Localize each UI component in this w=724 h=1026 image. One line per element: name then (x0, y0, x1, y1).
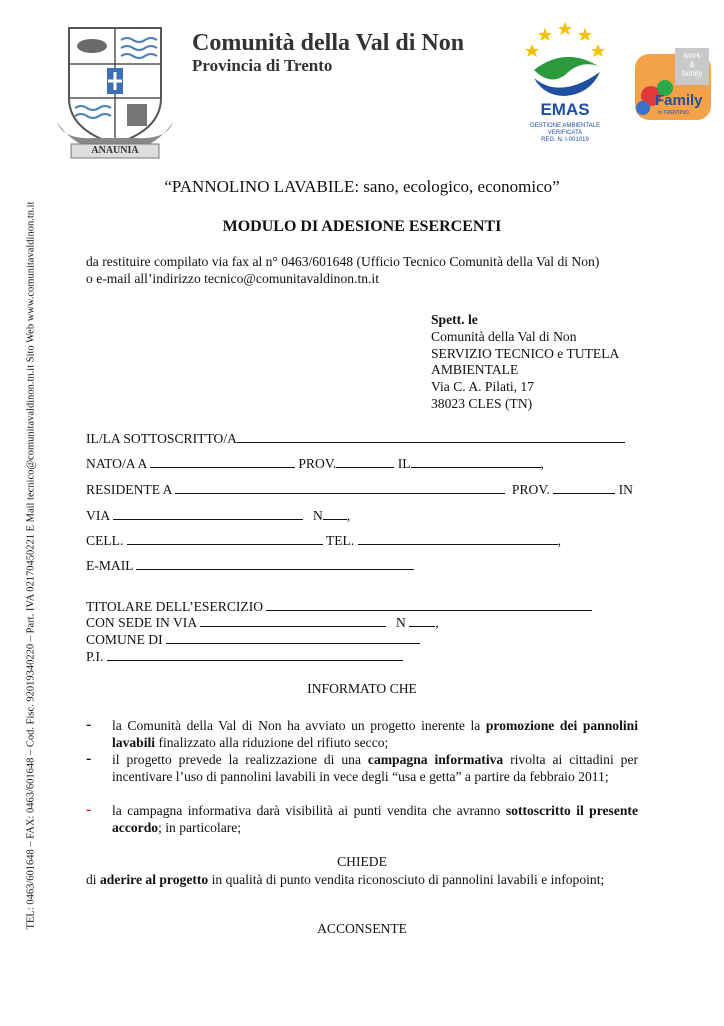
dash-icon: - (86, 801, 92, 818)
input-titolare[interactable] (266, 598, 592, 611)
workfamily-word-3: family (681, 69, 703, 78)
header-title: Comunità della Val di Non (192, 30, 465, 56)
emas-label: EMAS (540, 100, 590, 119)
input-prov2[interactable] (553, 481, 615, 494)
field-row-sottoscritto (86, 430, 625, 447)
label-comune: COMUNE DI (86, 632, 163, 647)
input-il[interactable] (411, 455, 541, 468)
recipient-line-2: SERVIZIO TECNICO e TUTELA (431, 346, 620, 361)
label-tel: TEL. (325, 533, 355, 548)
input-email[interactable] (136, 557, 414, 570)
intro-line-1: da restituire compilato via fax al n° 0463/601648 (Ufficio Tecnico Comunità della Val di Non) (86, 254, 600, 269)
field-row-email (86, 557, 414, 574)
family-logo (625, 48, 715, 128)
label-prov: PROV. (298, 456, 337, 471)
label-in: IN (618, 482, 634, 497)
chiede-heading: CHIEDE (337, 854, 387, 869)
label-il: IL (397, 456, 411, 471)
intro-line-2: o e-mail all’indirizzo tecnico@comunitavaldinon.tn.it (86, 271, 379, 286)
emas-sub-2: VERIFICATA (547, 130, 583, 136)
workfamily-word-1: work (683, 51, 701, 60)
label-prov2: PROV. (511, 482, 550, 497)
bullet-item-3: - la campagna informativa darà visibilità ai punti vendita che avranno sottoscritto il presente accordo; in particolare; (86, 801, 638, 835)
campaign-quote: “PANNOLINO LAVABILE: sano, ecologico, economico” (164, 177, 560, 196)
emas-logo (520, 20, 610, 155)
header-subtitle: Provincia di Trento (192, 56, 333, 75)
recipient-line-4: Via C. A. Pilati, 17 (431, 379, 535, 394)
dash-icon: - (86, 716, 92, 733)
form-title: MODULO DI ADESIONE ESERCENTI (222, 218, 502, 235)
field-row-via: VIA N , (86, 508, 351, 523)
crest-logo (55, 20, 175, 160)
bullet-item-1: - la Comunità della Val di Non ha avviato un progetto inerente la promozione dei pannolini lavabili finalizzato alla riduzione del rifiuto secco; (86, 716, 638, 750)
field-row-nato: NATO/A A PROV. IL , (86, 456, 544, 471)
label-n2: N (396, 615, 406, 630)
label-titolare: TITOLARE DELL’ESERCIZIO (86, 599, 264, 614)
label-pi: P.I. (86, 649, 104, 664)
emas-sub-3: REG. N. I-001019 (541, 137, 589, 143)
label-via: VIA (86, 508, 110, 523)
label-sottoscritto: IL/LA SOTTOSCRITTO/A (86, 431, 237, 446)
field-row-comune (86, 631, 420, 648)
dash-icon: - (86, 750, 92, 767)
family-sub: in TRENTINO (658, 110, 689, 116)
recipient-line-3: AMBIENTALE (431, 362, 519, 377)
field-row-pi (86, 648, 403, 665)
informato-heading: INFORMATO CHE (307, 681, 417, 696)
workfamily-word-2: & (689, 60, 695, 69)
input-prov[interactable] (336, 455, 394, 468)
recipient-line-1: Comunità della Val di Non (431, 329, 577, 344)
input-sede[interactable] (200, 614, 386, 627)
input-via[interactable] (113, 507, 303, 520)
side-contact-text: TEL: 0463/601648 – FAX: 0463/601648 – Cod. Fisc. 92019340220 – Part. IVA 02170450221 E Mail tecnico@comunitavaldinon.tn.it Sito Web www.comunitavaldinon.tn.it (25, 201, 37, 930)
input-n2[interactable] (409, 614, 435, 627)
input-pi[interactable] (107, 648, 403, 661)
bullet-item-2: - il progetto prevede la realizzazione di una campagna informativa rivolta ai cittadini per incentivare l’uso di pannolini lavabili in vece degli “usa e getta” a partire da febbraio 2011; (86, 750, 638, 784)
label-n: N (313, 508, 323, 523)
label-sede: CON SEDE IN VIA (86, 615, 197, 630)
label-nato: NATO/A A (86, 456, 147, 471)
field-row-sede: CON SEDE IN VIA N , (86, 615, 439, 630)
input-residente[interactable] (175, 481, 505, 494)
field-row-titolare (86, 598, 592, 615)
acconsente-heading: ACCONSENTE (317, 921, 407, 936)
label-cell: CELL. (86, 533, 124, 548)
recipient-line-5: 38023 CLES (TN) (431, 396, 533, 411)
label-email: E-MAIL (86, 558, 134, 573)
chiede-text: di aderire al progetto in qualità di punto vendita riconosciuto di pannolini lavabili e infopoint; (86, 872, 605, 887)
emas-sub-1: GESTIONE AMBIENTALE (530, 123, 600, 129)
family-label: Family (655, 92, 703, 109)
label-residente: RESIDENTE A (86, 482, 172, 497)
recipient-heading: Spett. le (431, 312, 478, 327)
field-row-residente (86, 481, 633, 498)
field-row-cell: CELL. TEL. , (86, 533, 562, 548)
input-sottoscritto[interactable] (237, 430, 625, 443)
input-n[interactable] (323, 507, 347, 520)
input-comune[interactable] (166, 631, 420, 644)
workfamily-badge (675, 48, 709, 85)
crest-label: ANAUNIA (91, 145, 139, 156)
input-tel[interactable] (358, 532, 558, 545)
input-nato[interactable] (150, 455, 295, 468)
input-cell[interactable] (127, 532, 323, 545)
